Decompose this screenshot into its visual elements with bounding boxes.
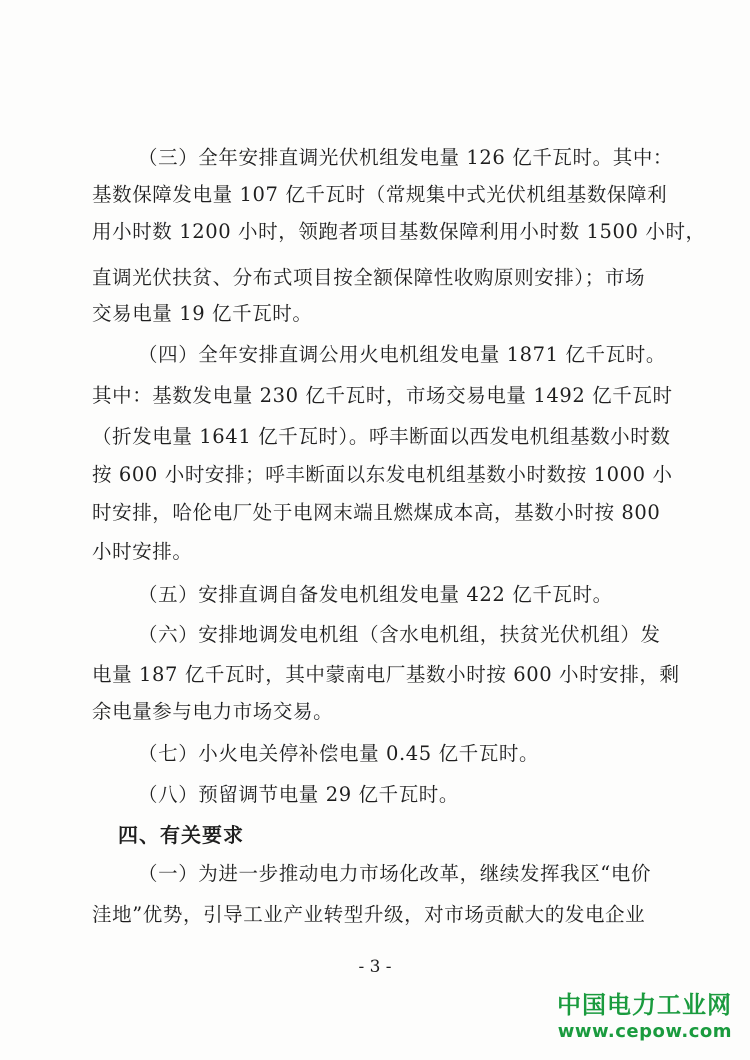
paragraph-req-1-line-1: （一）为进一步推动电力市场化改革，继续发挥我区“电价 bbox=[138, 862, 652, 885]
paragraph-4-line-6: 小时安排。 bbox=[92, 540, 193, 563]
paragraph-5-line-1: （五）安排直调自备发电机组发电量 422 亿千瓦时。 bbox=[138, 583, 613, 606]
watermark-url: www.cepow.com bbox=[557, 1021, 732, 1042]
paragraph-4-line-5: 时安排，哈伦电厂处于电网末端且燃煤成本高，基数小时按 800 bbox=[92, 501, 661, 524]
paragraph-8-line-1: （八）预留调节电量 29 亿千瓦时。 bbox=[138, 783, 460, 806]
paragraph-6-line-2: 电量 187 亿千瓦时，其中蒙南电厂基数小时按 600 小时安排，剩 bbox=[92, 663, 680, 686]
page-number: - 3 - bbox=[358, 957, 392, 977]
paragraph-4-line-4: 按 600 小时安排；呼丰断面以东发电机组基数小时数按 1000 小 bbox=[92, 463, 673, 486]
paragraph-4-line-1: （四）全年安排直调公用火电机组发电量 1871 亿千瓦时。 bbox=[138, 343, 666, 366]
section-heading: 四、有关要求 bbox=[118, 823, 244, 847]
paragraph-3-line-2: 基数保障发电量 107 亿千瓦时（常规集中式光伏机组基数保障利 bbox=[92, 183, 668, 206]
paragraph-3-line-5: 交易电量 19 亿千瓦时。 bbox=[92, 302, 313, 325]
paragraph-7-line-1: （七）小火电关停补偿电量 0.45 亿千瓦时。 bbox=[138, 742, 540, 765]
watermark-logo bbox=[522, 990, 732, 1044]
paragraph-6-line-3: 余电量参与电力市场交易。 bbox=[92, 700, 334, 723]
paragraph-4-line-3: （折发电量 1641 亿千瓦时）。呼丰断面以西发电机组基数小时数 bbox=[92, 425, 671, 448]
paragraph-3-line-3: 用小时数 1200 小时，领跑者项目基数保障利用小时数 1500 小时， bbox=[92, 220, 706, 243]
watermark-name: 中国电力工业网 bbox=[557, 991, 732, 1019]
paragraph-4-line-2: 其中：基数发电量 230 亿千瓦时，市场交易电量 1492 亿千瓦时 bbox=[92, 384, 673, 407]
paragraph-3-line-4: 直调光伏扶贫、分布式项目按全额保障性收购原则安排）；市场 bbox=[92, 266, 646, 289]
paragraph-req-1-line-2: 洼地”优势，引导工业产业转型升级，对市场贡献大的发电企业 bbox=[92, 903, 646, 926]
paragraph-3-line-1: （三）全年安排直调光伏机组发电量 126 亿千瓦时。其中： bbox=[138, 146, 674, 169]
paragraph-6-line-1: （六）安排地调发电机组（含水电机组，扶贫光伏机组）发 bbox=[138, 623, 661, 646]
